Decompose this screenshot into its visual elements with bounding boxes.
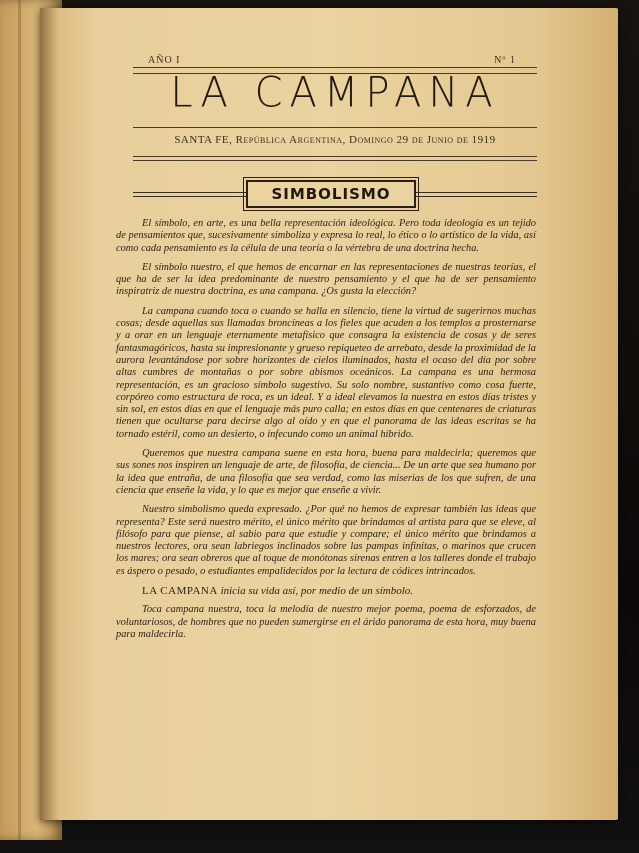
article-body xyxy=(116,218,536,648)
paragraph: Nuestro simbolismo queda expresado. ¿Por qué no hemos de expresar también las ideas que representa? Este será nuestro mérito, el único mérito que brindamos al artista para que se eleve, al filósofo para que piense, al sabio para que estudie y compare; el único mérito que brindamos a nuestros lectores, ora sean labriegos inclinados sobre las pampas infinitas, o marinos que crucen los mares; ora sean obreros que al toque de monótonas sirenas entren a los talleres donde el trabajo es áspero o pesado, o estudiantes empalidecidos por la lectura de códices intrincados. xyxy=(116,504,536,577)
dateline: SANTA FE, República Argentina, Domingo 29 de Junio de 1919 xyxy=(174,134,496,146)
masthead-rule-top xyxy=(133,67,537,68)
paragraph: Queremos que nuestra campana suene en esta hora, buena para maldecirla; queremos que sus sones nos inspiren un lenguaje de arte, de filosofía, de ciencia... De un arte que sea humano por la idea que entraña, de una filosofía que sea verdad, como las miserias de los que sufren, de una ciencia que enseñe la vida, y lo que es mejor que enseñe a vivir. xyxy=(116,448,536,496)
dateline-rule-bottom-inner xyxy=(133,160,537,161)
year-label: AÑO I xyxy=(148,55,181,66)
header-meta xyxy=(148,55,516,66)
page-fold xyxy=(18,0,21,840)
masthead-title: LA CAMPANA xyxy=(170,68,500,118)
closing-paragraph: Toca campana nuestra, toca la melodía de nuestro mejor poema, poema de esforzados, de voluntariosos, de hombres que no pueden sumergirse en el árido panorama de esta hora, muy buena para maldecirla. xyxy=(116,604,536,640)
dateline-rule-top xyxy=(133,127,537,128)
gutter-shadow xyxy=(40,8,58,820)
lead-sentence xyxy=(116,585,536,597)
issue-label: Nº 1 xyxy=(494,55,516,66)
paragraph: El símbolo nuestro, el que hemos de encarnar en las representaciones de nuestras teorías, el que ha de ser la idea predominante de nuestro pensamiento y el que ha de ser pensamiento inspiratriz de nuestra doctrina, es una campana. ¿Os gusta la elección? xyxy=(116,261,536,298)
article-title: SIMBOLISMO xyxy=(246,180,416,208)
lead-sentence-rest: inicia su vida así, por medio de un símbolo. xyxy=(217,585,414,598)
dateline-rule-bottom xyxy=(133,156,537,157)
lead-sentence-name: LA CAMPANA xyxy=(142,585,218,598)
paragraph: La campana cuando toca o cuando se halla en silencio, tiene la virtud de sugerirnos muchas cosas; desde aquellas sus llamadas broncíneas a los fieles que acuden a los templos a prosternarse y a orar en un lenguaje eternamente metafísico que consagra la existencia de cosas y de seres fantasmagóricos, hasta su impresionante y grueso repiqueteo de arrebato, desde la proximidad de la aurora levantándose por sobre horizontes de cielos iluminados, hasta el ocaso del día por sobre altas cumbres de montañas o por sobre abismos oceánicos. La campana es una hermosa representación, es un gracioso símbolo sugestivo. Su solo nombre, sustantivo como cosa fuerte, corpóreo como estructura de roca, es un ideal. Y a ideal elevamos la nuestra en estos días tristes y sin sol, en estos días en que el lenguaje más puro calla; en estos días en que centenares de criaturas tienen que ocultarse para decirse algo al oído y en que el panorama de las ideas escritas se ha tornado estéril, como un desierto, o infecundo como un animal híbrido. xyxy=(116,305,536,440)
paragraph: El símbolo, en arte, es una bella representación ideológica. Pero toda ideología es un tejido de pensamientos que, sucesivamente simboliza y expresa lo real, lo ético o lo artístico de la vida, así como cada pensamiento es la célula de una teoría o la vértebra de una doctrina hecha. xyxy=(116,218,536,254)
